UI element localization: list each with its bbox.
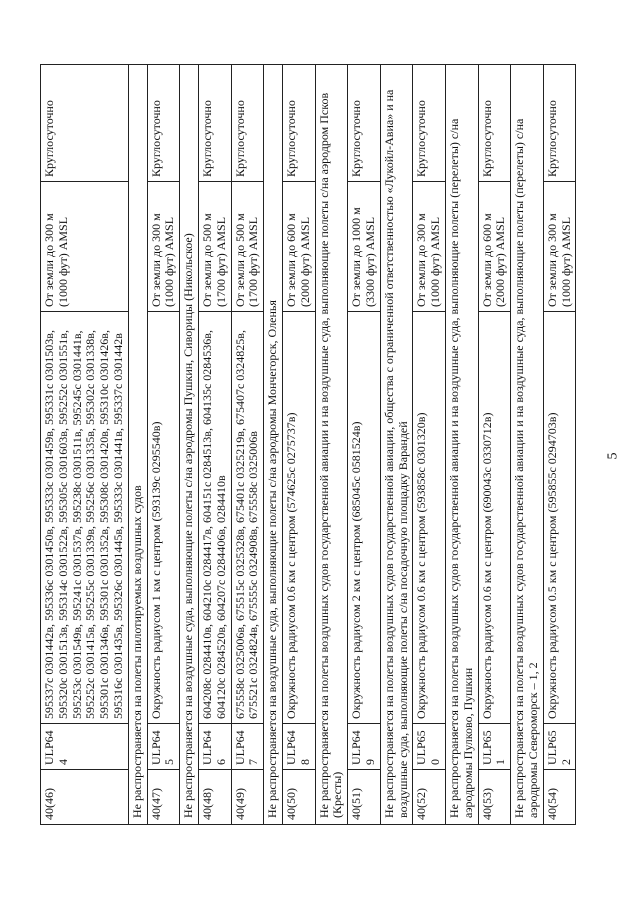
row-number: 40(51) <box>348 770 381 825</box>
altitude-limits: От земли до 1000 м (3300 фут) AMSL <box>348 182 381 312</box>
operating-time: Круглосуточно <box>282 65 315 182</box>
zone-description: Окружность радиусом 1 км с центром (593139с 0295540в) <box>147 312 180 724</box>
zone-code: ULP651 <box>478 724 511 770</box>
exception-note: Не распространяется на воздушные суда, выполняющие полеты с/на аэродромы Пушкин, Сиворицы (Никольское) <box>180 65 199 825</box>
exception-note-row <box>128 65 147 825</box>
row-number: 40(47) <box>147 770 180 825</box>
zone-code: ULP649 <box>348 724 381 770</box>
operating-time: Круглосуточно <box>478 65 511 182</box>
exception-note: Не распространяется на полеты воздушных судов государственной авиации и на воздушные суда, выполняющие полеты с/на аэродром Псков (Кресты) <box>315 65 348 825</box>
altitude-limits: От земли до 300 м (1000 фут) AMSL <box>543 182 576 312</box>
operating-time: Круглосуточно <box>198 65 231 182</box>
operating-time: Круглосуточно <box>348 65 381 182</box>
zone-code: ULP648 <box>282 724 315 770</box>
zone-code: ULP652 <box>543 724 576 770</box>
zone-code: ULP644 <box>41 724 129 770</box>
altitude-limits: От земли до 600 м (2000 фут) AMSL <box>282 182 315 312</box>
altitude-limits: От земли до 600 м (2000 фут) AMSL <box>478 182 511 312</box>
operating-time: Круглосуточно <box>413 65 446 182</box>
table-row <box>413 65 446 825</box>
page-number: 5 <box>605 452 621 460</box>
table-row <box>543 65 576 825</box>
row-number: 40(53) <box>478 770 511 825</box>
row-number: 40(52) <box>413 770 446 825</box>
row-number: 40(48) <box>198 770 231 825</box>
row-number: 40(49) <box>231 770 264 825</box>
zone-description: Окружность радиусом 0.6 км с центром (574625с 0275737в) <box>282 312 315 724</box>
rotated-document-page <box>40 65 600 825</box>
zone-code: ULP647 <box>231 724 264 770</box>
operating-time: Круглосуточно <box>41 65 129 182</box>
zone-description: Окружность радиусом 0.6 км с центром (690043с 0330712в) <box>478 312 511 724</box>
row-number: 40(46) <box>41 770 129 825</box>
zone-description: Окружность радиусом 0.6 км с центром (593858с 0301320в) <box>413 312 446 724</box>
exception-note-row <box>445 65 478 825</box>
zone-description: 675558с 0325006в, 675515с 0325328в, 675401с 0325219в, 675407с 0324825в, 675521с 0324824в, 675555с 0324908в, 675558с 0325006в <box>231 312 264 724</box>
table-row <box>198 65 231 825</box>
exception-note: Не распространяется на полеты воздушных судов государственной авиации и на воздушные суда, выполняющие полеты (перелеты) с/на аэродромы Пулково, Пушкин <box>445 65 478 825</box>
exception-note: Не распространяется на полеты воздушных судов государственной авиации, общества с ограниченной ответственностью «Лукойл-Авиа» и на воздушные суда, выполняющие полеты с/на посадочную площадку Варандей <box>380 65 413 825</box>
restricted-zones-table <box>40 64 576 825</box>
zone-code: ULP650 <box>413 724 446 770</box>
row-number: 40(54) <box>543 770 576 825</box>
zone-description: 595337с 0301442в, 595336с 0301450в, 595333с 0301459в, 595331с 0301503в, 595320с 0301513в, 595314с 0301522в, 595305с 0301603в, 595252с 0301551в, 595253с 0301549в, 595241с 0301537в, 595238с 0301511в, 595245с 0301441в, 595252с 0301415в, 595255с 0301339в, 595256с 0301335в, 595302с 0301338в, 595301с 0301346в, 595301с 0301352в, 595308с 0301420в, 595310с 0301426в, 595316с 0301435в, 595326с 0301445в, 595333с 0301441в, 595337с 0301442в <box>41 312 129 724</box>
row-number: 40(50) <box>282 770 315 825</box>
zone-description: Окружность радиусом 2 км с центром (685045с 0581524в) <box>348 312 381 724</box>
altitude-limits: От земли до 300 м (1000 фут) AMSL <box>413 182 446 312</box>
exception-note-row <box>264 65 283 825</box>
table-row <box>231 65 264 825</box>
table-row <box>282 65 315 825</box>
altitude-limits: От земли до 500 м (1700 фут) AMSL <box>198 182 231 312</box>
altitude-limits: От земли до 500 м (1700 фут) AMSL <box>231 182 264 312</box>
operating-time: Круглосуточно <box>231 65 264 182</box>
exception-note-row <box>511 65 544 825</box>
table-row <box>348 65 381 825</box>
exception-note: Не распространяется на полеты воздушных судов государственной авиации и на воздушные суда, выполняющие полеты (перелеты) с/на аэродромы Североморск – 1, 2 <box>511 65 544 825</box>
exception-note-row <box>315 65 348 825</box>
exception-note: Не распространяется на полеты пилотируемых воздушных судов <box>128 65 147 825</box>
zone-description: 604208с 0284410в, 604210с 0284417в, 604151с 0284513в, 604135с 0284536в, 604120с 0284520в, 604207с 0284406в, 0284410в <box>198 312 231 724</box>
exception-note-row <box>180 65 199 825</box>
operating-time: Круглосуточно <box>543 65 576 182</box>
table-row <box>478 65 511 825</box>
exception-note: Не распространяется на воздушные суда, выполняющие полеты с/на аэродромы Мончегорск, Оленья <box>264 65 283 825</box>
zone-description: Окружность радиусом 0.5 км с центром (595855с 0294703в) <box>543 312 576 724</box>
altitude-limits: От земли до 300 м (1000 фут) AMSL <box>147 182 180 312</box>
operating-time: Круглосуточно <box>147 65 180 182</box>
altitude-limits: От земли до 300 м (1000 фут) AMSL <box>41 182 129 312</box>
exception-note-row <box>380 65 413 825</box>
zone-code: ULP646 <box>198 724 231 770</box>
zone-code: ULP645 <box>147 724 180 770</box>
table-row <box>41 65 129 825</box>
table-row <box>147 65 180 825</box>
